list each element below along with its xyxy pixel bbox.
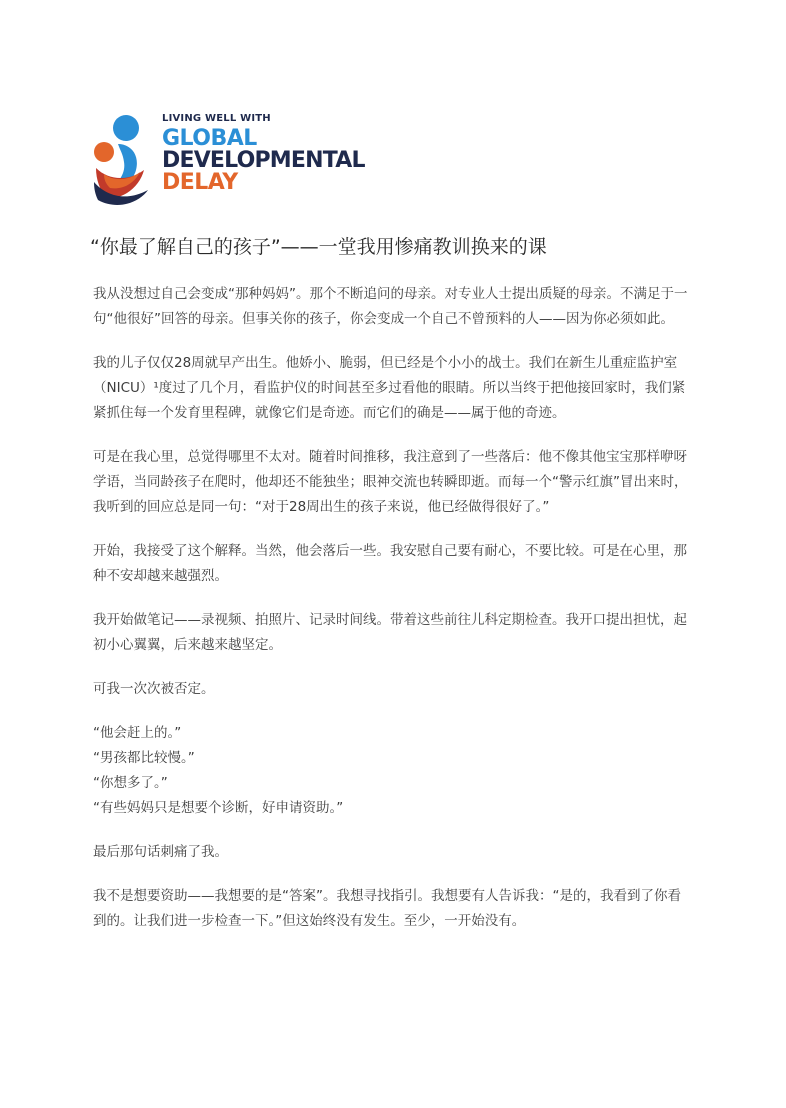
article-title: “你最了解自己的孩子”——一堂我用惨痛教训换来的课: [90, 236, 547, 258]
logo-wordmark: [162, 114, 365, 194]
paragraph: 我的儿子仅仅28周就早产出生。他娇小、脆弱，但已经是个小小的战士。我们在新生儿重症监护室（NICU）¹度过了几个月，看监护仪的时间甚至多过看他的眼睛。所以当终于把他接回家时，我们紧紧抓住每一个发育里程碑，就像它们是奇迹。而它们的确是——属于他的奇迹。: [93, 355, 686, 421]
paragraph: 我从没想过自己会变成“那种妈妈”。那个不断追问的母亲。对专业人士提出质疑的母亲。不满足于一句“他很好”回答的母亲。但事关你的孩子，你会变成一个自己不曾预料的人——因为你必须如此。: [93, 286, 688, 327]
quote-line: “有些妈妈只是想要个诊断，好申请资助。”: [93, 800, 344, 816]
logo-line-living-well: LIVING WELL WITH: [162, 113, 271, 124]
living-well-with-gdd-logo: [90, 110, 365, 206]
logo-line-global: GLOBAL: [162, 126, 257, 151]
quote-line: “他会赶上的。”: [93, 725, 182, 741]
logo-line-developmental: DEVELOPMENTAL: [162, 148, 365, 173]
paragraph: 可我一次次被否定。: [93, 681, 215, 697]
figure-logo-icon: [90, 110, 152, 206]
paragraph: 开始，我接受了这个解释。当然，他会落后一些。我安慰自己要有耐心，不要比较。可是在心里，那种不安却越来越强烈。: [93, 543, 687, 584]
article-body: [93, 282, 693, 953]
quote-line: “你想多了。”: [93, 775, 168, 791]
paragraph: 可是在我心里，总觉得哪里不太对。随着时间推移，我注意到了一些落后：他不像其他宝宝那样咿呀学语，当同龄孩子在爬时，他却还不能独坐；眼神交流也转瞬即逝。而每一个“警示红旗”冒出来时，我听到的回应总是同一句：“对于28周出生的孩子来说，他已经做得很好了。”: [93, 449, 688, 515]
paragraph: 我不是想要资助——我想要的是“答案”。我想寻找指引。我想要有人告诉我：“是的，我看到了你看到的。让我们进一步检查一下。”但这始终没有发生。至少，一开始没有。: [93, 888, 681, 929]
logo-line-delay: DELAY: [162, 170, 238, 195]
paragraph: 最后那句话刺痛了我。: [93, 844, 228, 860]
paragraph: 我开始做笔记——录视频、拍照片、记录时间线。带着这些前往儿科定期检查。我开口提出担忧，起初小心翼翼，后来越来越坚定。: [93, 612, 687, 653]
quote-line: “男孩都比较慢。”: [93, 750, 195, 766]
quote-list: [93, 721, 693, 821]
